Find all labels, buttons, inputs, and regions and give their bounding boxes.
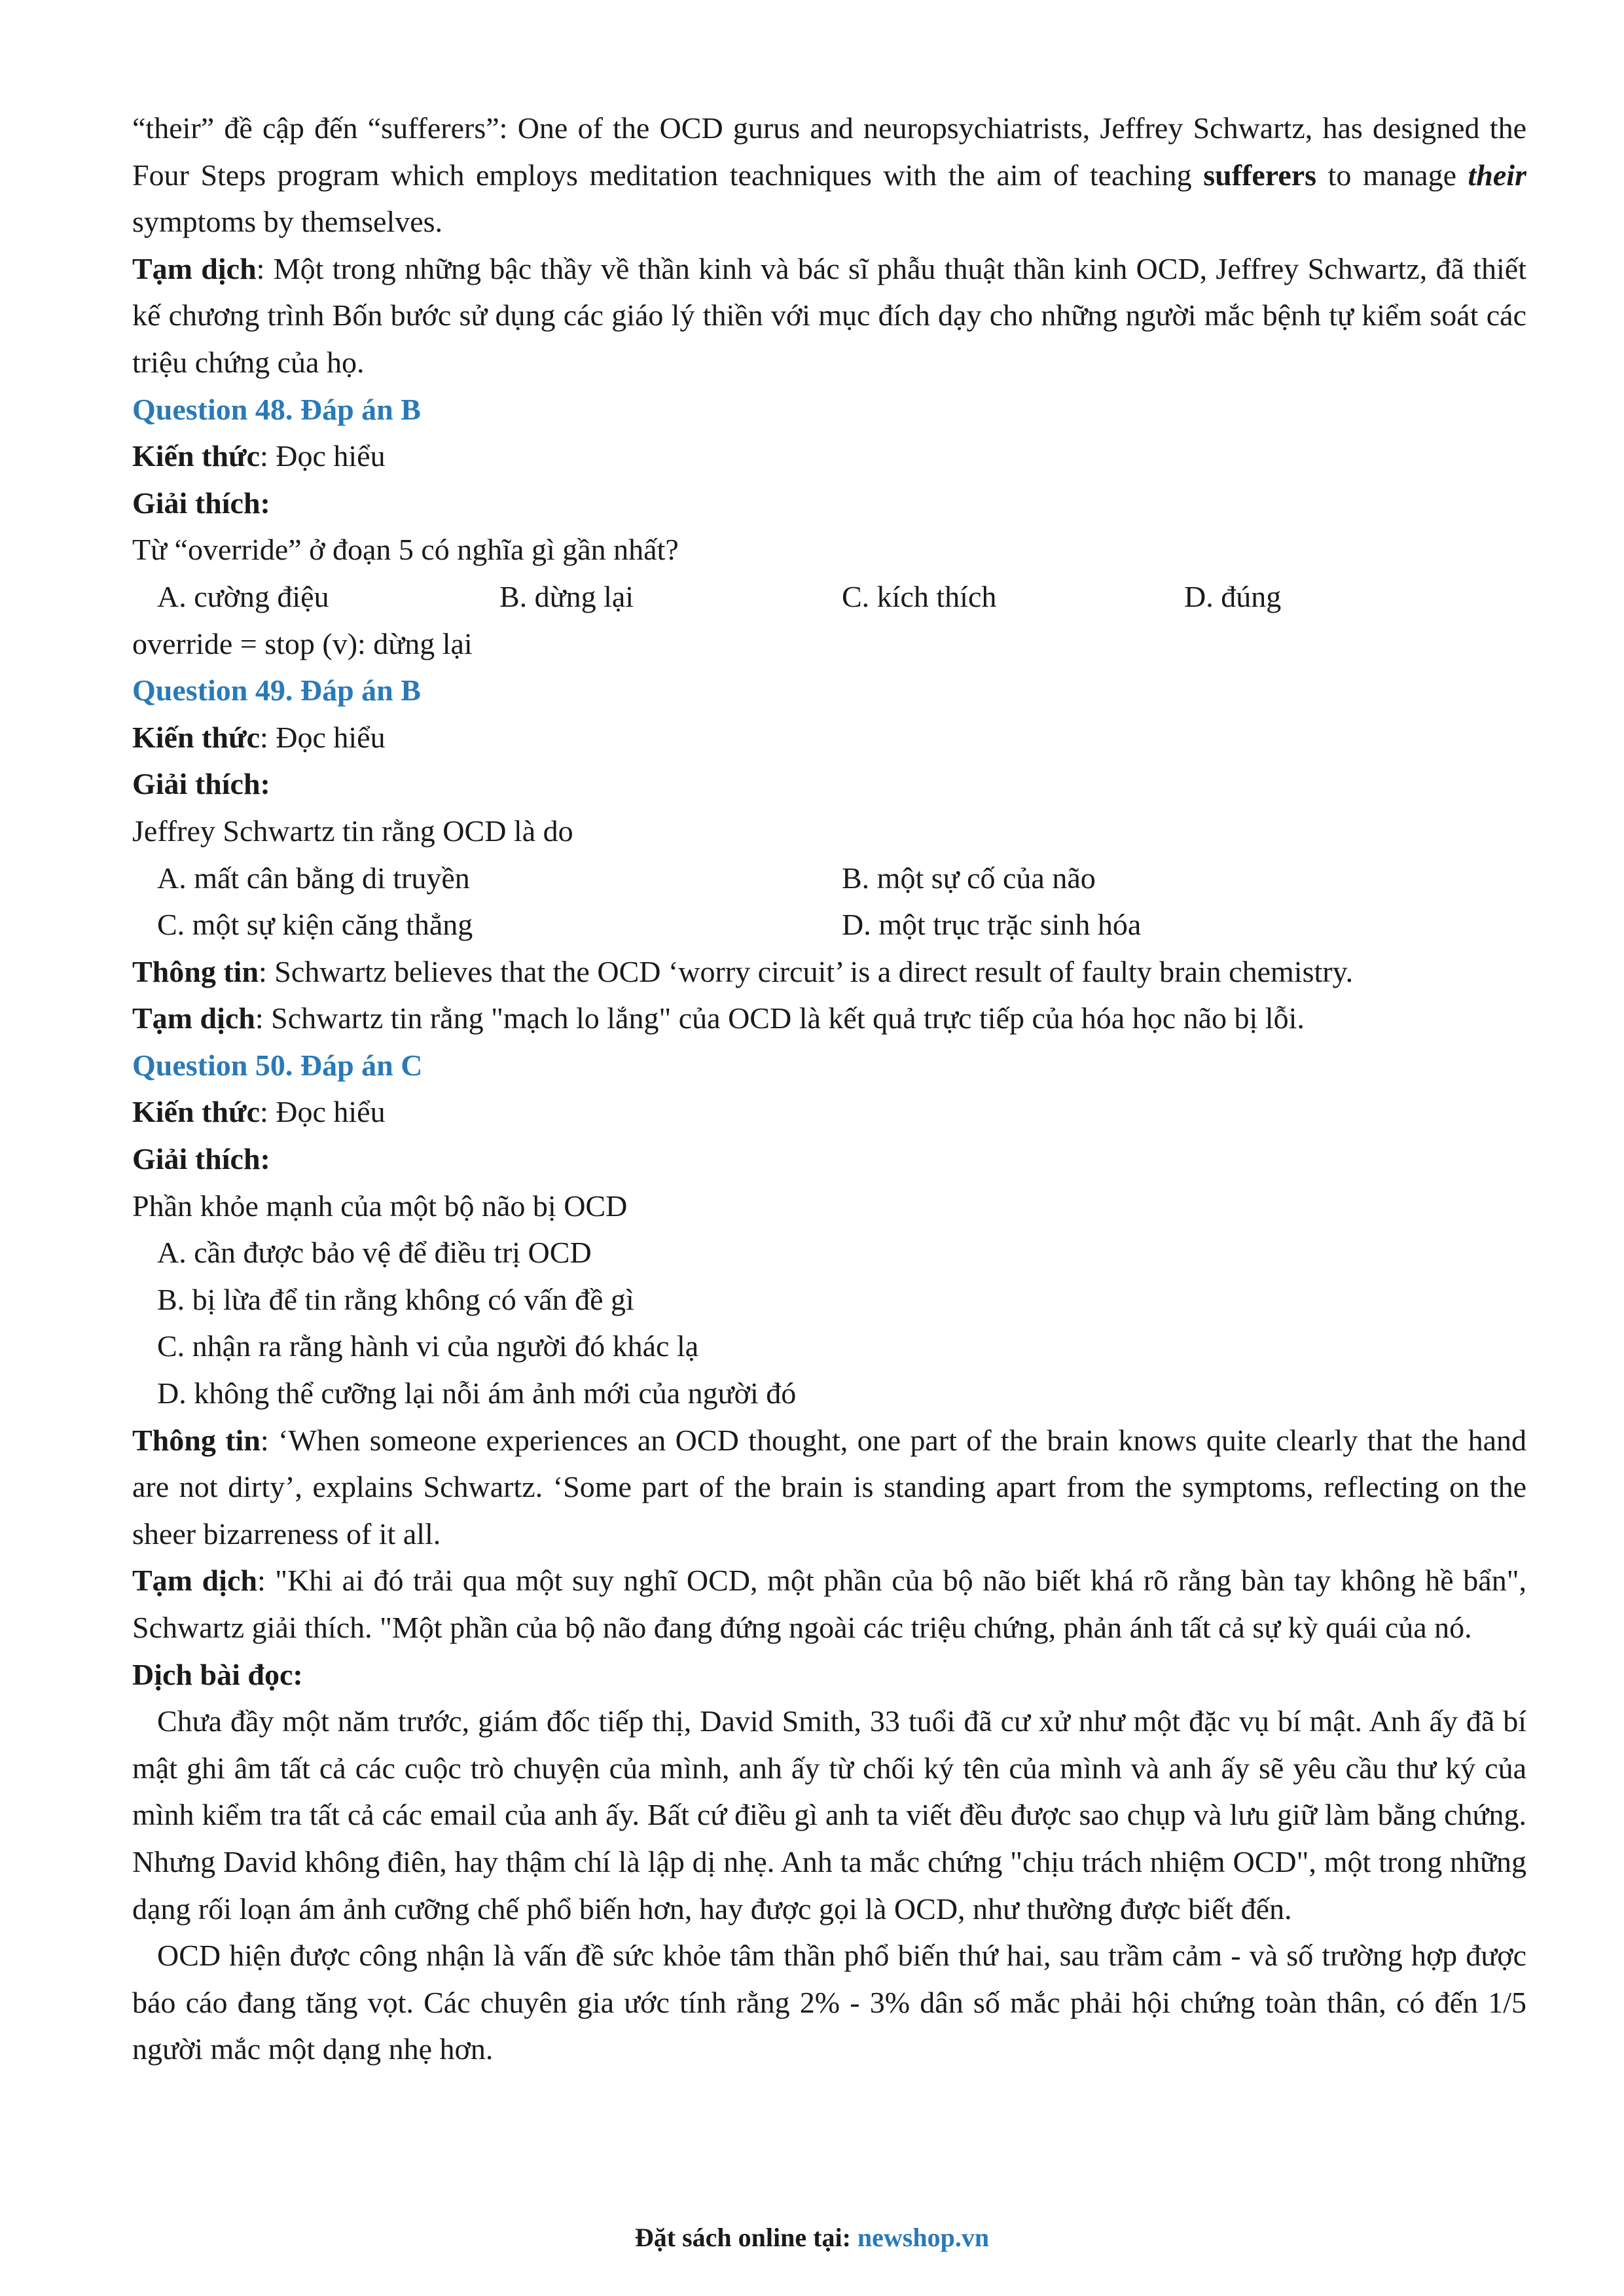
- q50-info: [132, 1417, 1526, 1558]
- q48-option-c: C. kích thích: [842, 579, 997, 613]
- info-text: : ‘When someone experiences an OCD thought, one part of the brain knows quite clearly that the hand are not dirty’, explains Schwartz. ‘Some part of the brain is standing apart from the symptoms, reflecting on the sheer bizarreness of it all.: [132, 1423, 1527, 1551]
- page-footer: [0, 2222, 1624, 2253]
- translation-text: : Một trong những bậc thầy về thần kinh và bác sĩ phẫu thuật thần kinh OCD, Jeffrey Schwartz, đã thiết kế chương trình Bốn bước sử dụng các giáo lý thiền với mục đích dạy cho những người mắc bệnh tự kiểm soát các triệu chứng của họ.: [132, 251, 1526, 379]
- q50-option-d: D. không thể cưỡng lại nỗi ám ảnh mới của người đó: [157, 1376, 797, 1410]
- knowledge-value: : Đọc hiểu: [259, 439, 386, 473]
- reading-paragraph-2: OCD hiện được công nhận là vấn đề sức khỏe tâm thần phổ biến thứ hai, sau trầm cảm - và số trường hợp được báo cáo đang tăng vọt. Các chuyên gia ước tính rằng 2% - 3% dân số mắc phải hội chứng toàn thân, có đến 1/5 người mắc một dạng nhẹ hơn.: [132, 1939, 1526, 2066]
- reading-label: Dịch bài đọc:: [132, 1657, 303, 1691]
- q48-question: Từ “override” ở đoạn 5 có nghĩa gì gần nhất?: [132, 533, 679, 567]
- question-50-heading: Question 50. Đáp án C: [132, 1048, 423, 1082]
- document-page: [132, 105, 1526, 2073]
- q48-explain-label: Giải thích:: [132, 486, 270, 520]
- info-text: : Schwartz believes that the OCD ‘worry circuit’ is a direct result of faulty brain chemistry.: [259, 954, 1354, 988]
- q50-translation: [132, 1557, 1526, 1651]
- q49-explain-label: Giải thích:: [132, 767, 270, 801]
- q50-option-a: A. cần được bảo vệ để điều trị OCD: [157, 1236, 592, 1270]
- knowledge-value: : Đọc hiểu: [259, 720, 386, 754]
- info-label: Thông tin: [132, 1423, 261, 1457]
- q49-knowledge: [132, 714, 1526, 761]
- q48-note: override = stop (v): dừng lại: [132, 626, 473, 660]
- q49-option-d: D. một trục trặc sinh hóa: [842, 908, 1142, 942]
- intro-bold-sufferers: sufferers: [1203, 158, 1317, 192]
- q49-option-c: C. một sự kiện căng thẳng: [157, 908, 473, 942]
- footer-link[interactable]: newshop.vn: [857, 2223, 990, 2252]
- intro-text-3: symptoms by themselves.: [132, 205, 443, 239]
- translation-label: Tạm dịch: [132, 251, 257, 285]
- intro-text: “their” đề cập đến “sufferers”: One of the OCD gurus and neuropsychiatrists, Jeffrey Schwartz, has designed the Four Steps program which employs meditation teachniques with the aim of teaching: [132, 111, 1526, 192]
- q49-question: Jeffrey Schwartz tin rằng OCD là do: [132, 814, 573, 848]
- q49-option-b: B. một sự cố của não: [842, 861, 1096, 895]
- q50-option-c: C. nhận ra rằng hành vi của người đó khác lạ: [157, 1329, 699, 1363]
- translation-label: Tạm dịch: [132, 1564, 257, 1598]
- q49-translation: [132, 995, 1526, 1042]
- q49-options-row-1: [132, 855, 1526, 902]
- q50-question: Phần khỏe mạnh của một bộ não bị OCD: [132, 1189, 628, 1223]
- q48-knowledge: [132, 433, 1526, 480]
- intro-text-2: to manage: [1316, 158, 1468, 192]
- knowledge-label: Kiến thức: [132, 720, 260, 754]
- q48-option-a: A. cường điệu: [157, 579, 329, 613]
- q50-knowledge: [132, 1088, 1526, 1136]
- q49-option-a: A. mất cân bằng di truyền: [157, 861, 470, 895]
- q49-info: [132, 948, 1526, 996]
- translation-text: : Schwartz tin rằng "mạch lo lắng" của OCD là kết quả trực tiếp của hóa học não bị lỗi.: [255, 1001, 1305, 1035]
- q48-option-b: B. dừng lại: [499, 579, 634, 613]
- translation-text: : "Khi ai đó trải qua một suy nghĩ OCD, một phần của bộ não biết khá rõ rằng bàn tay không hề bẩn", Schwartz giải thích. "Một phần của bộ não đang đứng ngoài các triệu chứng, phản ánh tất cả sự kỳ quái của nó.: [132, 1564, 1526, 1644]
- q50-option-b: B. bị lừa để tin rằng không có vấn đề gì: [157, 1282, 634, 1316]
- question-48-heading: Question 48. Đáp án B: [132, 392, 421, 426]
- reading-paragraph-1: Chưa đầy một năm trước, giám đốc tiếp thị, David Smith, 33 tuổi đã cư xử như một đặc vụ bí mật. Anh ấy đã bí mật ghi âm tất cả các cuộc trò chuyện của mình, anh ấy từ chối ký tên của mình và anh ấy sẽ yêu cầu thư ký của mình kiểm tra tất cả các email của anh ấy. Bất cứ điều gì anh ta viết đều được sao chụp và lưu giữ làm bằng chứng. Nhưng David không điên, hay thậm chí là lập dị nhẹ. Anh ta mắc chứng "chịu trách nhiệm OCD", một trong những dạng rối loạn ám ảnh cưỡng chế phổ biến hơn, hay được gọi là OCD, như thường được biết đến.: [132, 1704, 1526, 1926]
- footer-label: Đặt sách online tại:: [634, 2223, 857, 2252]
- q49-options-row-2: [132, 901, 1526, 948]
- intro-translation: [132, 245, 1526, 386]
- question-49-heading: Question 49. Đáp án B: [132, 673, 421, 708]
- intro-paragraph: [132, 105, 1526, 245]
- knowledge-label: Kiến thức: [132, 1095, 260, 1129]
- info-label: Thông tin: [132, 954, 259, 988]
- q50-explain-label: Giải thích:: [132, 1142, 270, 1176]
- translation-label: Tạm dịch: [132, 1001, 255, 1035]
- q48-option-d: D. đúng: [1184, 579, 1282, 613]
- knowledge-value: : Đọc hiểu: [259, 1095, 386, 1129]
- q48-options: [132, 573, 1526, 620]
- knowledge-label: Kiến thức: [132, 439, 260, 473]
- intro-bold-their: their: [1468, 158, 1526, 192]
